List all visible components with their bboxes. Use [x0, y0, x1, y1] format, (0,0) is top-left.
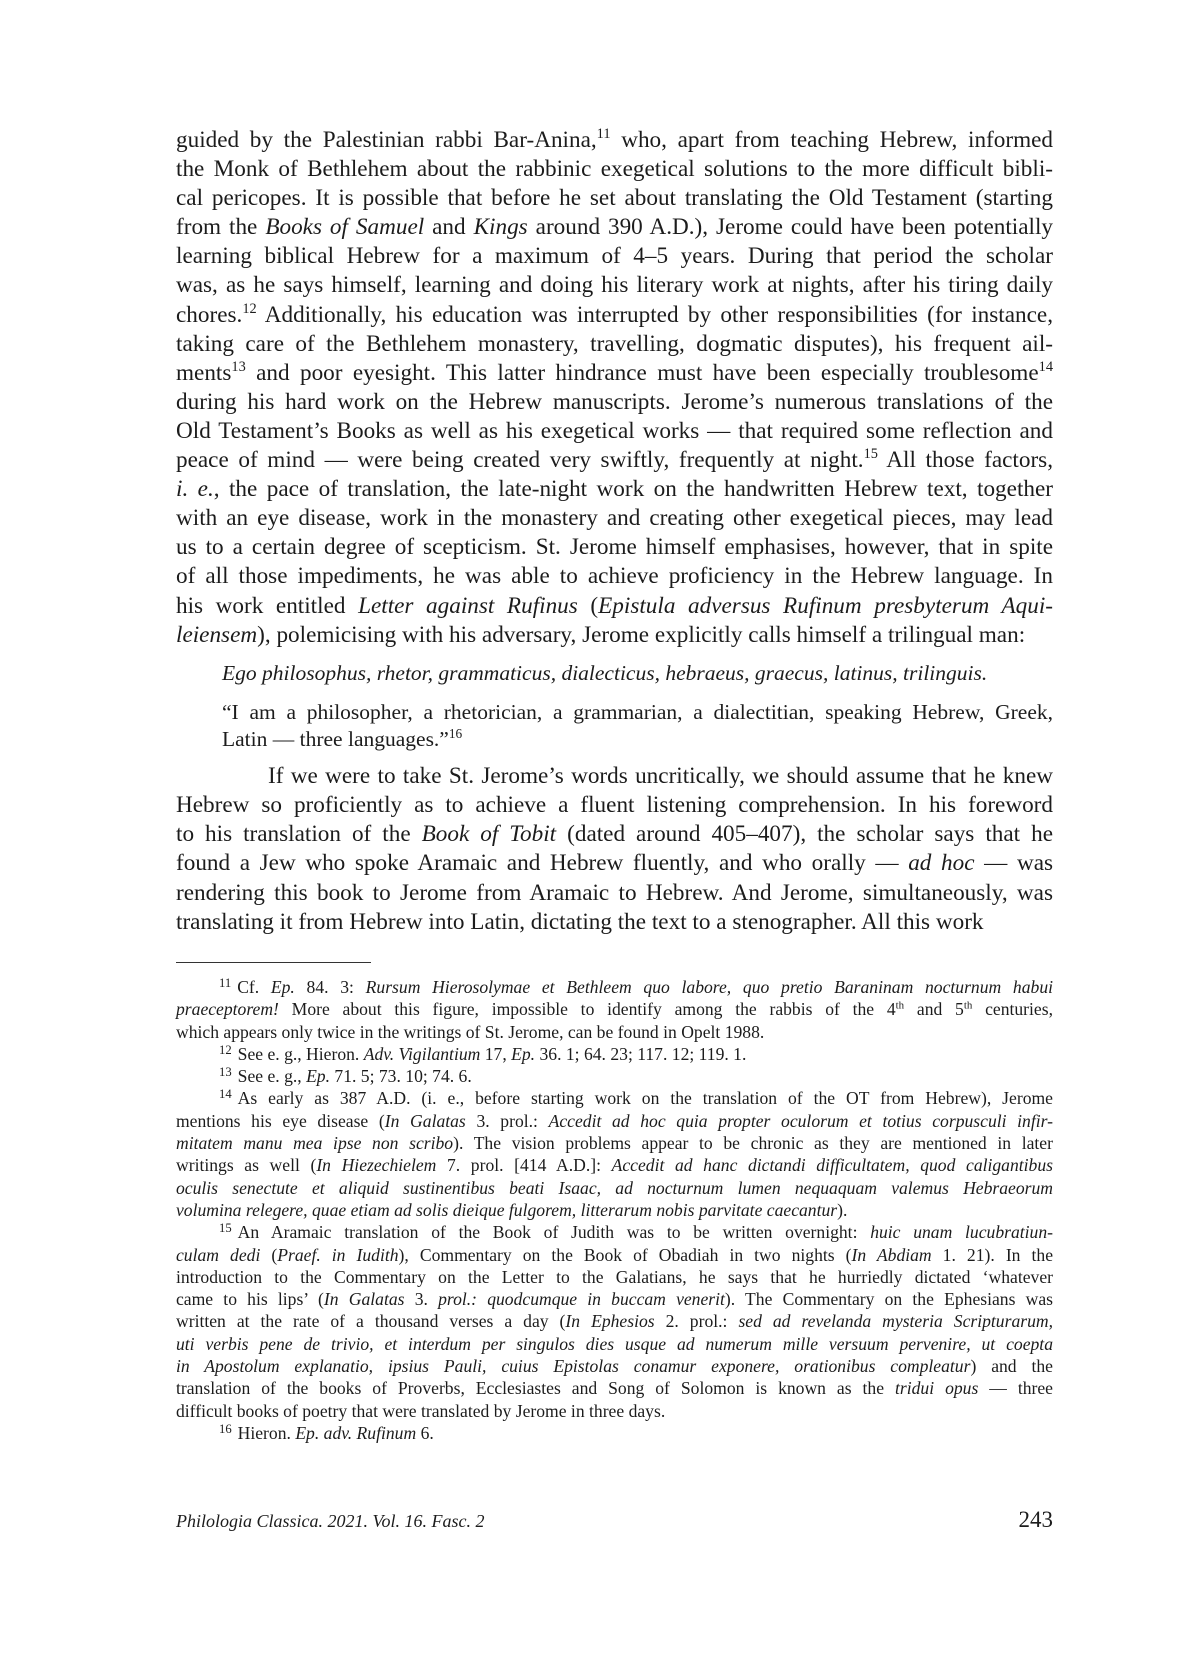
italic-run: in Apostolum explanatio, ipsius Pauli, cuius Epistolas conamur exponere, orationibus compleatur: [176, 1356, 971, 1377]
italic-run: Ep. adv. Rufinum: [295, 1422, 417, 1443]
text-line: [176, 621, 1053, 650]
text-run: who, apart from teaching Hebrew, informed: [610, 127, 1054, 153]
text-run: ments: [176, 359, 232, 386]
text-run: Cf.: [237, 977, 271, 997]
italic-run: Praef. in Iudith: [277, 1244, 399, 1265]
italic-run: sed ad revelanda mysteria Scripturarum,: [738, 1311, 1053, 1332]
text-line: [176, 1377, 1053, 1399]
footnote-ref[interactable]: 12: [242, 300, 257, 317]
footnote-ref[interactable]: 14: [1038, 358, 1053, 375]
text-run: 71. 5; 73. 10; 74. 6.: [330, 1066, 472, 1087]
footnote-number: 13: [219, 1064, 232, 1079]
text-run: , the pace of translation, the late-night work on the handwritten Hebrew text, together: [213, 476, 1053, 503]
footnote-11: [176, 976, 1053, 1043]
text-line: [176, 1266, 1053, 1288]
footnote-16: [176, 1422, 1053, 1444]
italic-run: Epistula adversus Rufinum presbyterum Aqui-: [598, 592, 1053, 619]
text-run: peace of mind — were being created very swiftly, frequently at night.: [176, 447, 864, 474]
text-line: [176, 998, 1053, 1020]
text-run: ). The Commentary on the Ephesians was: [724, 1289, 1053, 1310]
text-line: [176, 908, 1053, 937]
text-run: with an eye disease, work in the monastery and creating other exegetical pieces, may lead: [176, 505, 1053, 532]
text-run: (: [577, 592, 599, 619]
text-run: rendering this book to Jerome from Aramaic to Hebrew. And Jerome, simultaneously, was: [176, 879, 1053, 906]
italic-run: ad hoc: [908, 850, 975, 877]
footnote-separator: [176, 962, 371, 963]
text-run: the Monk of Bethlehem about the rabbinic exegetical solutions to the more difficult bibli-: [176, 156, 1053, 183]
italic-run: In Galatas: [384, 1110, 466, 1131]
text-line: [176, 976, 1053, 998]
text-line: [176, 475, 1053, 504]
text-line: [222, 699, 1053, 726]
ordinal-suffix: th: [895, 999, 905, 1012]
text-line: [176, 1333, 1053, 1355]
text-run: centuries,: [972, 999, 1053, 1020]
text-run: 3.: [404, 1289, 439, 1310]
text-run: — three: [978, 1378, 1053, 1399]
footnote-number: 12: [219, 1042, 232, 1057]
text-line: [176, 1132, 1053, 1154]
text-run: 17,: [480, 1043, 512, 1064]
text-run: during his hard work on the Hebrew manuscripts. Jerome’s numerous translations of the: [176, 388, 1053, 415]
text-run: ).: [837, 1199, 848, 1220]
text-line: [176, 126, 1053, 155]
text-run: 36. 1; 64. 23; 117. 12; 119. 1.: [535, 1043, 747, 1064]
text-run: ) and the: [970, 1356, 1053, 1377]
latin-quotation: Ego philosophus, rhetor, grammaticus, dialecticus, hebraeus, graecus, latinus, trilinguis.: [222, 660, 988, 685]
text-line: [176, 446, 1053, 475]
footnote-12: [176, 1043, 1053, 1065]
text-run: from the: [176, 214, 266, 241]
text-line: [176, 1021, 1053, 1043]
italic-run: Accedit ad hoc quia propter oculorum et totius corpusculi infir-: [548, 1110, 1053, 1131]
text-run: to his translation of the: [176, 821, 422, 848]
text-line: [176, 1154, 1053, 1176]
page-number: 243: [1018, 1507, 1053, 1532]
text-run: Latin — three languages.”: [222, 726, 449, 751]
text-run: his work entitled: [176, 592, 359, 619]
italic-run: huic unam lucubratiun-: [870, 1222, 1053, 1243]
text-run: Hieron.: [237, 1422, 296, 1443]
text-run: and 5: [904, 999, 964, 1020]
text-line: [176, 504, 1053, 533]
text-run: was, as he says himself, learning and doing his literary work at nights, after his tiring daily: [176, 272, 1053, 299]
text-run: (dated around 405–407), the scholar says that he: [556, 821, 1053, 848]
text-line: [176, 849, 1053, 878]
paragraph-2: [176, 762, 1053, 937]
italic-run: Ep.: [270, 977, 295, 997]
text-run: If we were to take St. Jerome’s words uncritically, we should assume that he knew: [268, 763, 1053, 790]
italic-run: leiensem: [176, 621, 258, 648]
text-line: [176, 301, 1053, 330]
text-run: around 390 A.D.), Jerome could have been potentially: [527, 214, 1053, 241]
text-line: [176, 1310, 1053, 1332]
footnote-number: 11: [219, 975, 232, 990]
text-line: [176, 791, 1053, 820]
italic-run: In Ephesios: [565, 1311, 655, 1332]
text-line: [176, 155, 1053, 184]
text-line: [176, 417, 1053, 446]
text-line: [176, 1177, 1053, 1199]
text-line: [176, 1221, 1053, 1243]
text-line: [176, 1244, 1053, 1266]
text-line: [176, 1043, 1053, 1065]
text-run: taking care of the Bethlehem monastery, travelling, dogmatic disputes), his frequent ail-: [176, 330, 1053, 357]
paragraph-1: [176, 126, 1053, 650]
text-run: ), Commentary on the Book of Obadiah in two nights (: [398, 1244, 852, 1265]
text-line: [176, 184, 1053, 213]
text-line: [176, 359, 1053, 388]
footnote-number: 16: [219, 1421, 232, 1436]
italic-run: In Hiezechielem: [316, 1155, 437, 1176]
italic-run: Letter against Rufinus: [358, 592, 578, 619]
text-run: 1. 21). In the: [931, 1244, 1054, 1265]
text-run: chores.: [176, 301, 243, 328]
text-line: [176, 533, 1053, 562]
text-run: writings as well (: [176, 1155, 317, 1176]
text-line: [176, 1422, 1053, 1444]
text-run: “I am a philosopher, a rhetorician, a grammarian, a dialectitian, speaking Hebrew, Greek,: [222, 700, 1053, 725]
text-line: [176, 213, 1053, 242]
footnote-13: [176, 1065, 1053, 1087]
italic-run: In Galatas: [323, 1289, 405, 1310]
footnote-ref[interactable]: 16: [448, 725, 463, 741]
italic-run: prol.: quodcumque in buccam venerit: [438, 1289, 725, 1310]
italic-run: Rursum Hierosolymae et Bethleem quo labore, quo pretio Baraninam nocturnum habui: [365, 977, 1054, 997]
text-line: [176, 592, 1053, 621]
text-line: [176, 762, 1053, 791]
footnote-15: [176, 1221, 1053, 1422]
footnote-ref[interactable]: 11: [596, 126, 611, 143]
footnote-ref[interactable]: 13: [231, 358, 246, 375]
text-line: [176, 820, 1053, 849]
italic-run: tridui opus: [895, 1378, 979, 1399]
italic-run: Accedit ad hanc dictandi difficultatem, quod caligantibus: [611, 1155, 1053, 1176]
text-run: written at the rate of a thousand verses a day (: [176, 1311, 566, 1332]
text-run: More about this figure, impossible to identify among the rabbis of the 4: [278, 999, 896, 1020]
text-run: translation of the books of Proverbs, Ecclesiastes and Song of Solomon is known as the: [176, 1378, 895, 1399]
text-run: learning biblical Hebrew for a maximum of 4–5 years. During that period the scholar: [176, 243, 1053, 270]
italic-run: mitatem manu mea ipse non scribo: [176, 1133, 454, 1154]
text-run: translating it from Hebrew into Latin, dictating the text to a stenographer. All this work: [176, 908, 984, 935]
ordinal-suffix: th: [963, 999, 973, 1012]
text-line: [176, 1288, 1053, 1310]
text-run: 84. 3:: [294, 977, 366, 997]
text-line: [222, 726, 1053, 753]
italic-run: Book of Tobit: [421, 821, 557, 848]
text-run: An Aramaic translation of the Book of Judith was to be written overnight:: [237, 1222, 871, 1243]
text-line: [176, 1110, 1053, 1132]
italic-run: uti verbis pene de trivio, et interdum per singulos dies usque ad numerum mille versuum pervenire, ut coepta: [176, 1333, 1053, 1354]
italic-run: In Abdiam: [851, 1244, 932, 1265]
italic-run: Ep.: [306, 1066, 331, 1087]
text-line: [176, 1065, 1053, 1087]
text-run: and: [424, 214, 474, 241]
text-line: [176, 1087, 1053, 1109]
italic-run: Adv. Vigilantium: [363, 1043, 481, 1064]
text-run: guided by the Palestinian rabbi Bar-Anina,: [176, 127, 597, 153]
footnote-number: 14: [219, 1087, 232, 1102]
text-run: As early as 387 A.D. (i. e., before starting work on the translation of the OT from Hebrew), Jerome: [237, 1088, 1053, 1109]
italic-run: i. e.: [176, 476, 214, 503]
text-run: See e. g., Hieron.: [237, 1043, 364, 1064]
text-run: 3. prol.:: [465, 1110, 549, 1131]
footnote-14: [176, 1087, 1053, 1221]
footnote-number: 15: [219, 1220, 232, 1235]
page-body: [176, 126, 1053, 937]
text-run: cal pericopes. It is possible that before he set about translating the Old Testament (starting: [176, 185, 1053, 212]
text-line: [176, 1400, 1053, 1422]
text-run: Hebrew so proficiently as to achieve a fluent listening comprehension. In his foreword: [176, 792, 1053, 819]
text-run: — was: [974, 850, 1054, 877]
text-run: ). The vision problems appear to be chronic as they are mentioned in later: [453, 1133, 1053, 1154]
text-run: came to his lips’ (: [176, 1289, 324, 1310]
footnote-ref[interactable]: 15: [863, 446, 878, 463]
text-run: 7. prol. [414 A.D.]:: [436, 1155, 612, 1176]
english-quotation: [176, 699, 1053, 752]
text-line: [176, 271, 1053, 300]
italic-run: Ep.: [511, 1043, 536, 1064]
text-run: Additionally, his education was interrupted by other responsibilities (for instance,: [256, 301, 1053, 328]
text-line: [176, 879, 1053, 908]
text-line: [176, 562, 1053, 591]
text-run: Old Testament’s Books as well as his exegetical works — that required some reflection and: [176, 417, 1053, 444]
italic-run: volumina relegere, quae etiam ad solis dieique fulgorem, litterarum nobis parvitate caecantur: [176, 1199, 838, 1220]
text-run: which appears only twice in the writings of St. Jerome, can be found in Opelt 1988.: [176, 1021, 765, 1042]
text-run: mentions his eye disease (: [176, 1110, 385, 1131]
text-run: (: [260, 1244, 278, 1265]
text-line: [176, 1355, 1053, 1377]
text-run: and poor eyesight. This latter hindrance must have been especially troublesome: [245, 359, 1039, 386]
text-run: us to a certain degree of scepticism. St. Jerome himself emphasises, however, that in spite: [176, 534, 1053, 561]
text-run: ), polemicising with his adversary, Jerome explicitly calls himself a trilingual man:: [257, 621, 1026, 648]
text-line: [176, 388, 1053, 417]
italic-run: Books of Samuel: [265, 214, 425, 241]
text-run: 2. prol.:: [654, 1311, 739, 1332]
italic-run: praeceptorem!: [176, 999, 279, 1020]
text-run: introduction to the Commentary on the Letter to the Galatians, he says that he hurriedly dictated ‘whatever: [176, 1266, 1053, 1287]
text-run: difficult books of poetry that were translated by Jerome in three days.: [176, 1400, 666, 1421]
italic-run: culam dedi: [176, 1244, 261, 1265]
text-line: [176, 242, 1053, 271]
page-footer: [176, 1507, 1053, 1537]
journal-citation: Philologia Classica. 2021. Vol. 16. Fasc. 2: [176, 1511, 485, 1531]
italic-run: oculis senectute et aliquid sustinentibus beati Isaac, ad nocturnum lumen nequaquam valemus Hebraeorum: [176, 1177, 1053, 1198]
italic-run: Kings: [473, 214, 528, 241]
text-run: found a Jew who spoke Aramaic and Hebrew fluently, and who orally —: [176, 850, 909, 877]
text-run: See e. g.,: [237, 1066, 307, 1087]
text-run: 6.: [416, 1422, 434, 1443]
footnotes: [176, 976, 1053, 1444]
text-line: [176, 330, 1053, 359]
text-line: [176, 1199, 1053, 1221]
text-run: All those factors,: [877, 447, 1053, 474]
text-run: of all those impediments, he was able to achieve proficiency in the Hebrew language. In: [176, 563, 1053, 590]
